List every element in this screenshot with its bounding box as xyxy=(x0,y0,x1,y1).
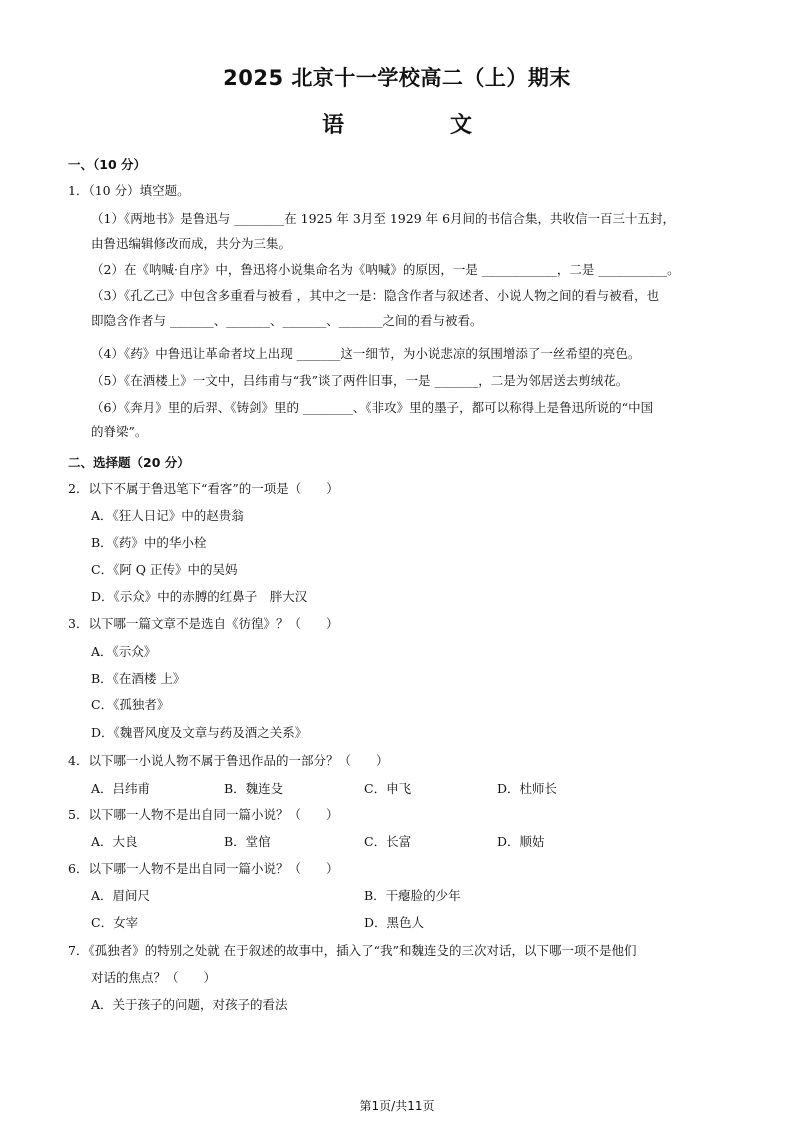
q5-option-c: C．长富 xyxy=(364,834,412,849)
q2-option-d: D．《示众》中的赤膊的红鼻子 胖大汉 xyxy=(91,589,308,604)
q7-option-a: A．关于孩子的问题，对孩子的看法 xyxy=(91,997,288,1012)
q1-item-3-cont: 即隐含作者与 _______、_______、_______、_______之间的看与被看。 xyxy=(91,313,483,328)
q6-option-d: D．黑色人 xyxy=(364,915,425,930)
q2-option-a: A．《狂人日记》中的赵贵翁 xyxy=(91,508,244,523)
q2-option-c: C．《阿 Q 正传》中的吴妈 xyxy=(91,562,238,577)
q1-item-6-cont: 的脊梁”。 xyxy=(91,424,148,439)
q1-item-1: （1）《两地书》是鲁迅与 ________在 1925 年 3月至 1929 年 6月间的书信合集，共收信一百三十五封， xyxy=(91,211,676,226)
q3-option-a: A．《示众》 xyxy=(91,644,157,659)
q7-stem-line-1: 7．《孤独者》的特别之处就 在于叙述的故事中，插入了“我”和魏连殳的三次对话，以下哪一项不是他们 xyxy=(68,943,637,958)
q7-stem-line-2: 对话的焦点？（ ） xyxy=(91,970,217,985)
subject-title: 语 文 xyxy=(321,113,514,138)
q6-stem: 6．以下哪一人物不是出自同一篇小说？（ ） xyxy=(68,861,339,876)
q5-stem: 5．以下哪一人物不是出自同一篇小说？（ ） xyxy=(68,807,339,822)
exam-title: 2025 北京十一学校高二（上）期末 xyxy=(223,66,571,90)
q2-option-b: B．《药》中的华小栓 xyxy=(91,535,207,550)
q3-option-c: C．《孤独者》 xyxy=(91,697,170,712)
q1-item-6: （6）《奔月》里的后羿、《铸剑》里的 ________、《非攻》里的墨子，都可以称得上是鲁迅所说的“中国 xyxy=(91,400,654,415)
q5-option-d: D．顺姑 xyxy=(497,834,545,849)
q2-stem: 2．以下不属于鲁迅笔下“看客”的一项是（ ） xyxy=(68,481,339,496)
q3-option-b: B．《在酒楼 上》 xyxy=(91,671,186,686)
q4-option-c: C．申飞 xyxy=(364,781,412,796)
q6-option-c: C．女宰 xyxy=(91,915,139,930)
q1-item-1-cont: 由鲁迅编辑修改而成，共分为三集。 xyxy=(91,236,292,251)
q6-option-a: A．眉间尺 xyxy=(91,888,151,903)
q4-option-b: B．魏连殳 xyxy=(224,781,284,796)
q5-option-b: B．堂倌 xyxy=(224,834,271,849)
q4-option-d: D．杜师长 xyxy=(497,781,558,796)
q1-stem: 1．（10 分）填空题。 xyxy=(68,183,190,198)
q6-option-b: B．干瘪脸的少年 xyxy=(364,888,461,903)
q5-option-a: A．大良 xyxy=(91,834,138,849)
section-1-heading: 一、（10 分） xyxy=(68,157,146,172)
q1-item-2: （2）在《呐喊·自序》中，鲁迅将小说集命名为《呐喊》的原因，一是 ____________，二是 ___________。 xyxy=(91,262,680,277)
q4-option-a: A．吕纬甫 xyxy=(91,781,151,796)
q3-stem: 3．以下哪一篇文章不是选自《彷徨》？（ ） xyxy=(68,616,339,631)
q1-item-4: （4）《药》中鲁迅让革命者坟上出现 _______这一细节，为小说悲凉的氛围增添了一丝希望的亮色。 xyxy=(91,346,641,361)
page-number: 第1页/共11页 xyxy=(359,1099,435,1113)
q3-option-d: D．《魏晋风度及文章与药及酒之关系》 xyxy=(91,725,308,740)
q1-item-3: （3）《孔乙己》中包含多重看与被看 ，其中之一是：隐含作者与叙述者、小说人物之间的看与被看，也 xyxy=(91,288,660,303)
q1-item-5: （5）《在酒楼上》一文中，吕纬甫与“我”谈了两件旧事，一是 _______，二是为邻居送去剪绒花。 xyxy=(91,373,629,388)
q4-stem: 4．以下哪一小说人物不属于鲁迅作品的一部分？（ ） xyxy=(68,753,389,768)
section-2-heading: 二、选择题（20 分） xyxy=(68,455,190,470)
